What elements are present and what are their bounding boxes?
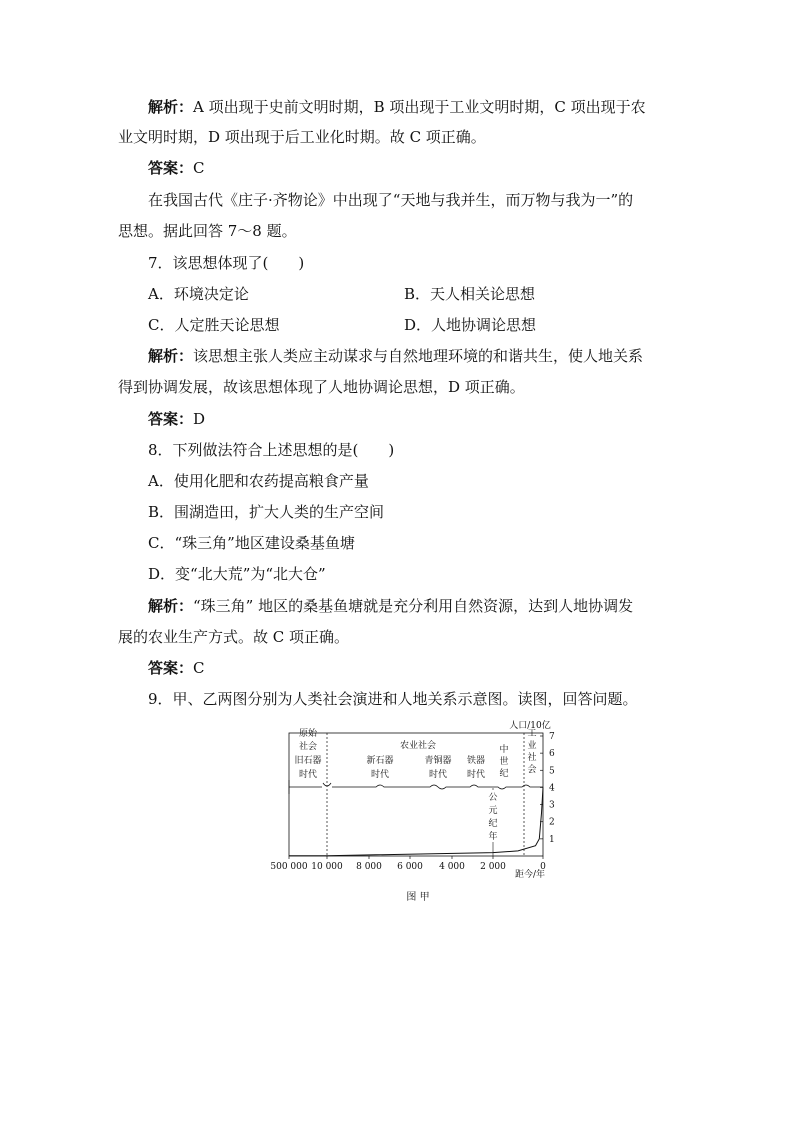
ce-label: 纪 (488, 819, 498, 829)
ce-label: 年 (488, 832, 498, 842)
ce-label: 元 (488, 806, 498, 816)
q7-analysis-label: 解析： (148, 347, 194, 365)
q8-answer-label: 答案： (148, 659, 194, 677)
q7-answer-line (148, 409, 205, 429)
intro-text: 在我国古代《庄子·齐物论》中出现了“天地与我并生，而万物与我为一”的 (148, 191, 634, 209)
ce-label: 公 (488, 793, 498, 803)
y-tick-label: 2 (549, 817, 555, 828)
q7-option-d: D．人地协调论思想 (404, 316, 537, 334)
q8-option-a: A．使用化肥和农药提高粮食产量 (148, 472, 369, 490)
q7-analysis-text: 该思想主张人类应主动谋求与自然地理环境的和谐共生，使人地关系 (193, 347, 644, 365)
q7-option-b: B．天人相关论思想 (404, 285, 536, 303)
x-tick-label: 4 000 (439, 862, 465, 872)
intro-text-cont: 思想。据此回答 7～8 题。 (118, 222, 297, 240)
period-paleo-label: 旧石器 (294, 756, 322, 766)
y-axis-unit: 人口/10亿 (509, 721, 551, 731)
period-neo-label: 时代 (370, 770, 390, 780)
q8-analysis-label: 解析： (148, 597, 194, 615)
q7-answer-value: D (193, 410, 206, 428)
q8-analysis-text-cont: 展的农业生产方式。故 C 项正确。 (118, 628, 350, 646)
x-tick-label: 6 000 (397, 862, 423, 872)
period-bronze-label: 青铜器 (424, 756, 452, 766)
q7-analysis-text-cont: 得到协调发展，故该思想体现了人地协调论思想，D 项正确。 (118, 378, 525, 396)
period-bronze-label: 时代 (428, 770, 448, 780)
q8-option-d: D．变“北大荒”为“北大仓” (148, 565, 326, 583)
question-7-stem: 7．该思想体现了( ) (148, 254, 305, 272)
era-industrial-label: 业 (527, 741, 537, 751)
q7-analysis-line (148, 346, 643, 366)
q8-answer-line (148, 658, 205, 678)
analysis-text: A 项出现于史前文明时期，B 项出现于工业文明时期，C 项出现于农 (193, 98, 646, 116)
era-agri-label: 农业社会 (399, 741, 437, 751)
q8-option-b: B．围湖造田，扩大人类的生产空间 (148, 503, 385, 521)
question-9-stem: 9．甲、乙两图分别为人类社会演进和人地关系示意图。读图，回答问题。 (148, 690, 638, 708)
era-industrial-label: 会 (527, 765, 537, 775)
period-medieval-label: 纪 (499, 769, 509, 779)
x-tick-label: 8 000 (356, 862, 382, 872)
x-tick-label: 10 000 (311, 862, 343, 872)
q7-option-c: C．人定胜天论思想 (148, 316, 280, 334)
x-tick-label: 2 000 (480, 862, 506, 872)
question-8-stem: 8．下列做法符合上述思想的是( ) (148, 441, 395, 459)
x-axis-unit: 距今/年 (514, 870, 546, 880)
q8-analysis-text: “珠三角” 地区的桑基鱼塘就是充分利用自然资源，达到人地协调发 (193, 597, 634, 615)
answer-value: C (193, 159, 205, 177)
x-axis-ticks (270, 856, 546, 872)
figure-population-chart (260, 712, 580, 912)
era-industrial-label: 工 (527, 729, 537, 739)
q8-answer-value: C (193, 659, 205, 677)
period-iron-label: 铁器 (466, 756, 486, 766)
x-tick-label: 0 (540, 862, 546, 872)
analysis-label: 解析： (148, 98, 194, 116)
y-axis-ticks (540, 732, 555, 845)
answer-line (148, 158, 205, 178)
y-tick-label: 6 (549, 749, 555, 760)
q7-option-a: A．环境决定论 (148, 285, 249, 303)
q7-answer-label: 答案： (148, 410, 194, 428)
y-tick-label: 7 (549, 732, 555, 742)
y-tick-label: 4 (549, 783, 555, 794)
analysis-line (148, 97, 646, 117)
era-primitive-label: 社会 (298, 742, 318, 752)
era-primitive-label: 原始 (298, 729, 318, 739)
answer-label: 答案： (148, 159, 194, 177)
analysis-text-cont: 业文明时期，D 项出现于后工业化时期。故 C 项正确。 (118, 128, 486, 146)
period-medieval-label: 世 (499, 757, 509, 767)
period-paleo-label: 时代 (298, 770, 318, 780)
x-tick-label: 500 000 (270, 862, 308, 872)
figure-caption: 图 甲 (406, 892, 430, 903)
period-neo-label: 新石器 (366, 756, 394, 766)
y-tick-label: 5 (549, 766, 555, 777)
period-iron-label: 时代 (466, 770, 486, 780)
q8-option-c: C．“珠三角”地区建设桑基鱼塘 (148, 534, 355, 552)
q8-analysis-line (148, 596, 633, 616)
y-tick-label: 1 (549, 834, 555, 845)
era-industrial-label: 社 (527, 753, 537, 763)
y-tick-label: 3 (549, 800, 555, 811)
period-medieval-label: 中 (499, 745, 509, 755)
